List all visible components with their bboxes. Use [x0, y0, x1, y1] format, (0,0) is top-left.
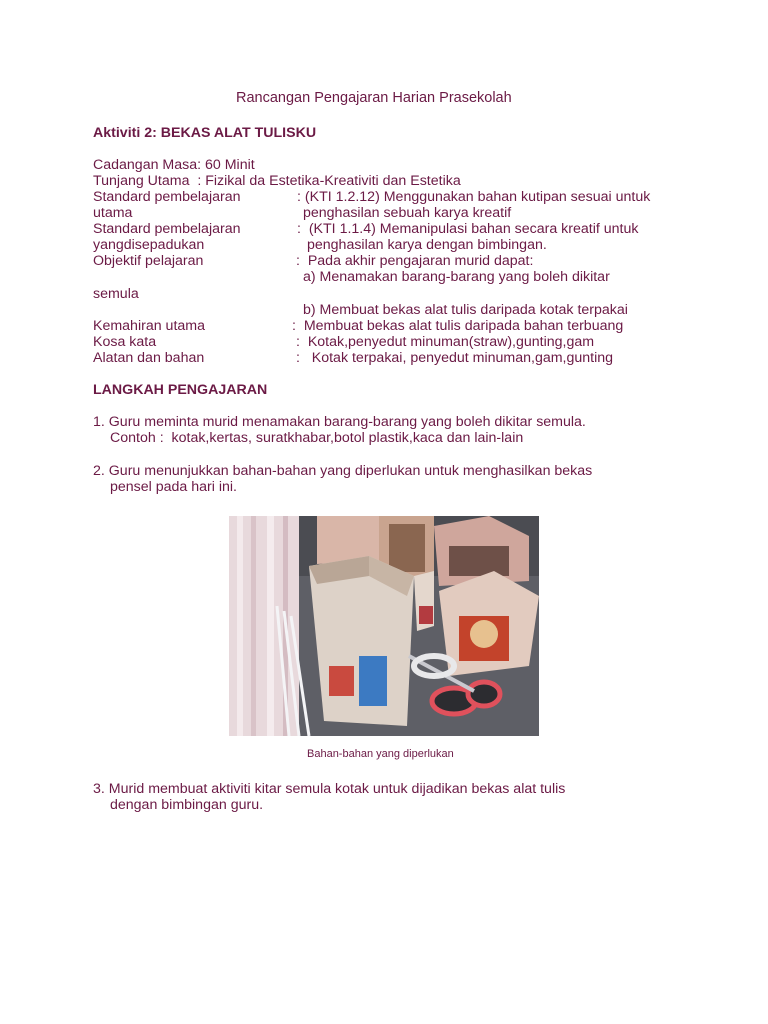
step-1-line-2: Contoh : kotak,kertas, suratkhabar,botol plastik,kaca dan lain-lain — [110, 430, 524, 446]
sp1-value: : (KTI 1.2.12) Menggunakan bahan kutipan sesuai untuk — [297, 189, 651, 205]
sp2-label: Standard pembelajaran — [93, 221, 241, 237]
activity-heading: Aktiviti 2: BEKAS ALAT TULISKU — [93, 125, 317, 141]
photo-caption: Bahan-bahan yang diperlukan — [307, 748, 454, 760]
alatan-label: Alatan dan bahan — [93, 350, 205, 366]
kemahiran-value: : Membuat bekas alat tulis daripada bahan terbuang — [292, 318, 624, 334]
sp1-label: Standard pembelajaran — [93, 189, 241, 205]
sp2-value-cont: penghasilan karya dengan bimbingan. — [307, 237, 547, 253]
objektif-value: : Pada akhir pengajaran murid dapat: — [296, 253, 534, 269]
step-3-line-1: 3. Murid membuat aktiviti kitar semula kotak untuk dijadikan bekas alat tulis — [93, 781, 566, 797]
sp1-label-cont: utama — [93, 205, 133, 221]
materials-photo — [229, 516, 539, 736]
step-1-line-1: 1. Guru meminta murid menamakan barang-barang yang boleh dikitar semula. — [93, 414, 586, 430]
step-2-line-2: pensel pada hari ini. — [110, 479, 237, 495]
kosa-kata-value: : Kotak,penyedut minuman(straw),gunting,gam — [296, 334, 595, 350]
sp1-value-cont: penghasilan sebuah karya kreatif — [303, 205, 512, 221]
objektif-b: b) Membuat bekas alat tulis daripada kotak terpakai — [303, 302, 628, 318]
masa-line: Cadangan Masa: 60 Minit — [93, 157, 255, 173]
kosa-kata-label: Kosa kata — [93, 334, 157, 350]
tunjang-line: Tunjang Utama : Fizikal da Estetika-Kreativiti dan Estetika — [93, 173, 461, 189]
step-2-line-1: 2. Guru menunjukkan bahan-bahan yang diperlukan untuk menghasilkan bekas — [93, 463, 593, 479]
objektif-a: a) Menamakan barang-barang yang boleh dikitar — [303, 269, 610, 285]
sp2-value: : (KTI 1.1.4) Memanipulasi bahan secara kreatif untuk — [297, 221, 639, 237]
objektif-a-cont: semula — [93, 286, 139, 302]
document-title: Rancangan Pengajaran Harian Prasekolah — [236, 90, 512, 106]
objektif-label: Objektif pelajaran — [93, 253, 204, 269]
kemahiran-label: Kemahiran utama — [93, 318, 205, 334]
sp2-label-cont: yangdisepadukan — [93, 237, 205, 253]
alatan-value: : Kotak terpakai, penyedut minuman,gam,gunting — [296, 350, 614, 366]
step-3-line-2: dengan bimbingan guru. — [110, 797, 264, 813]
langkah-heading: LANGKAH PENGAJARAN — [93, 382, 268, 398]
